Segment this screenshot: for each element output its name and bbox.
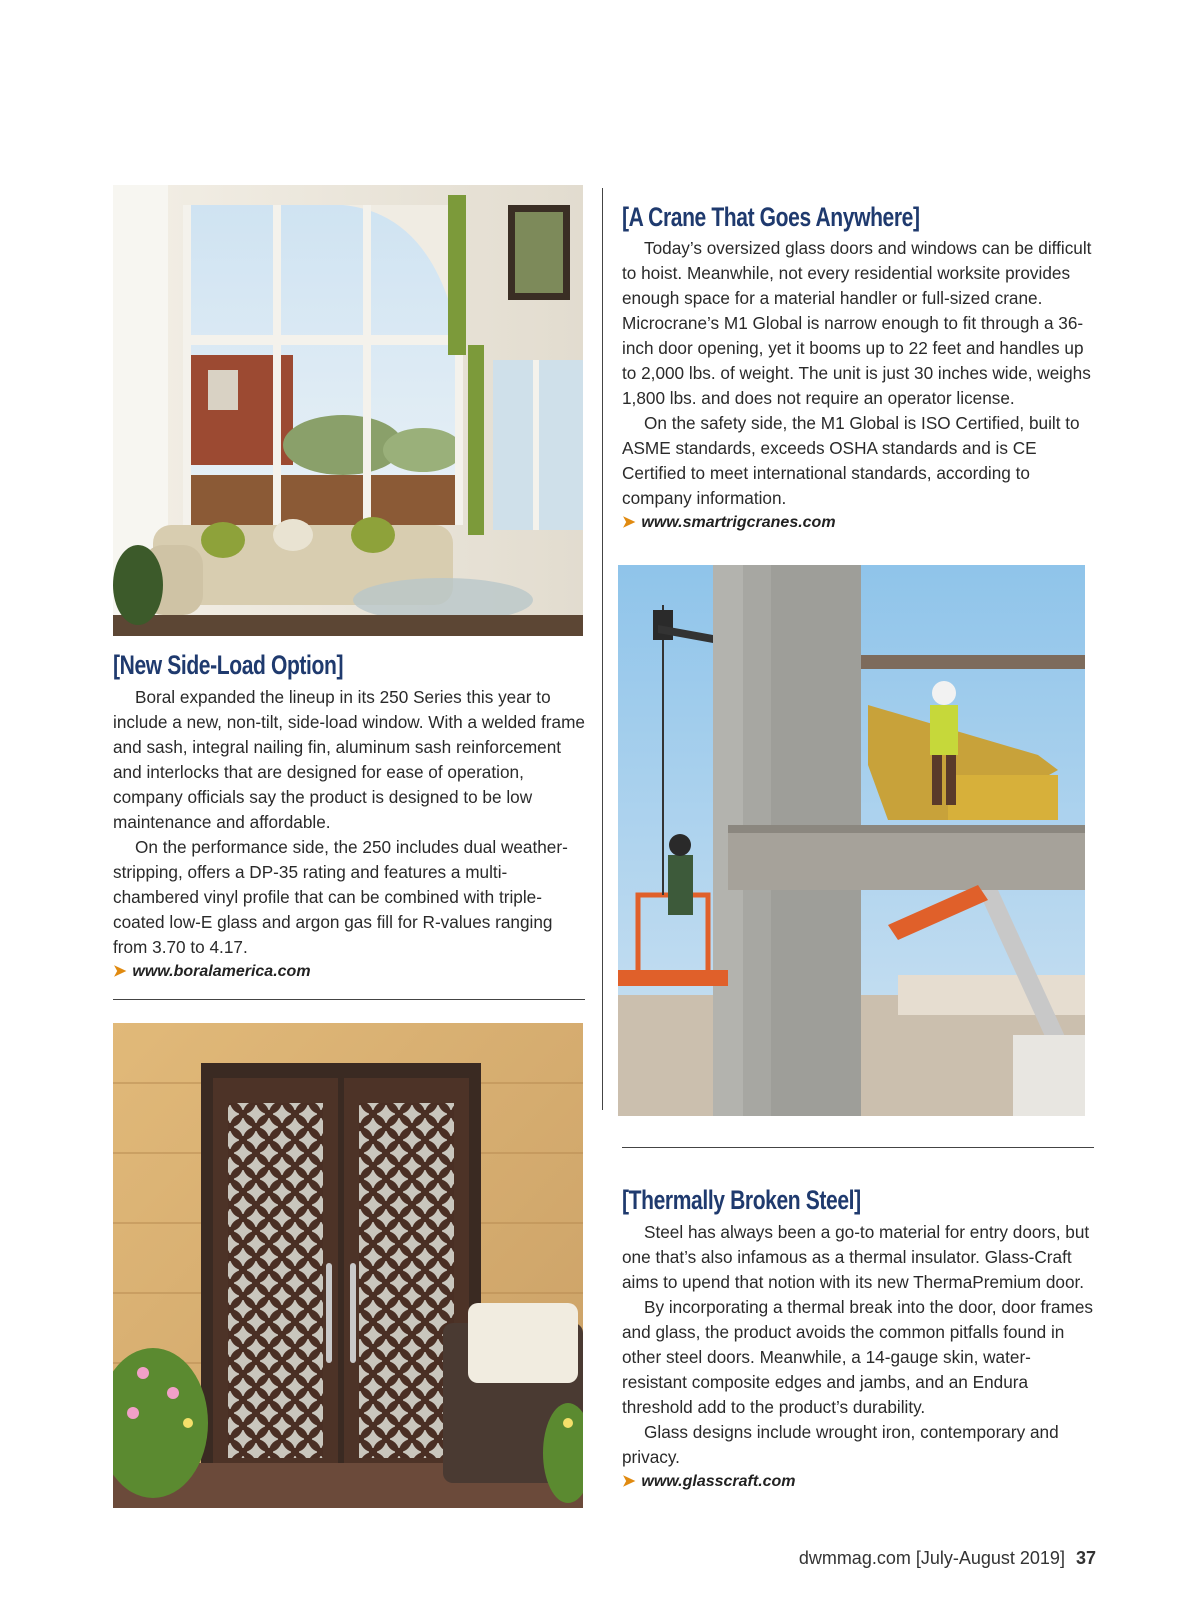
arrow-icon: ➤ <box>622 1473 636 1490</box>
left-divider <box>113 999 585 1000</box>
sideload-heading: [New Side-Load Option] <box>113 650 344 680</box>
crane-paragraph-2: On the safety side, the M1 Global is ISO Certified, built to ASME standards, exceeds OSHA standards and is CE Certified to meet international standards, according to company information. <box>622 413 1080 508</box>
crane-link-text[interactable]: www.smartrigcranes.com <box>641 514 836 531</box>
crane-article <box>622 200 1094 535</box>
crane-link[interactable] <box>622 511 1094 535</box>
page-footer <box>799 1548 1096 1569</box>
column-divider <box>602 188 603 1110</box>
steel-heading: [Thermally Broken Steel] <box>622 1185 861 1215</box>
arrow-icon: ➤ <box>113 963 127 980</box>
footer-issue: [July-August 2019] <box>915 1548 1065 1568</box>
page-number: 37 <box>1075 1548 1096 1568</box>
steel-paragraph-3: Glass designs include wrought iron, contemporary and privacy. <box>622 1422 1059 1467</box>
arrow-icon: ➤ <box>622 514 636 531</box>
crane-heading: [A Crane That Goes Anywhere] <box>622 202 920 232</box>
crane-photo <box>618 565 1085 1116</box>
sideload-paragraph-1: Boral expanded the lineup in its 250 Series this year to include a new, non-tilt, side-load window. With a welded frame and sash, integral nailing fin, aluminum sash reinforcement and interlocks that are designed for ease of operation, company officials say the product is designed to be low maintenance and affordable. <box>113 687 585 832</box>
steel-article <box>622 1183 1094 1494</box>
steel-paragraph-2: By incorporating a thermal break into the door, door frames and glass, the product avoids the common pitfalls found in other steel doors. Meanwhile, a 14-gauge skin, water-resistant composite edges and jambs, and an Endura threshold add to the product’s durability. <box>622 1297 1094 1417</box>
door-photo <box>113 1023 583 1508</box>
steel-link[interactable] <box>622 1470 1094 1494</box>
steel-link-text[interactable]: www.glasscraft.com <box>641 1473 796 1490</box>
living-room-photo <box>113 185 583 636</box>
sideload-link-text[interactable]: www.boralamerica.com <box>132 963 311 980</box>
crane-paragraph-1: Today’s oversized glass doors and windows can be difficult to hoist. Meanwhile, not every residential worksite provides enough space for a material handler or full-sized crane. Microcrane’s M1 Global is narrow enough to fit through a 36-inch door opening, yet it booms up to 22 feet and handles up to 2,000 lbs. of weight. The unit is just 30 inches wide, weighs 1,800 lbs. and does not require an operator license. <box>622 238 1092 408</box>
sideload-article <box>113 648 585 984</box>
steel-paragraph-1: Steel has always been a go-to material for entry doors, but one that’s also infamous as a thermal insulator. Glass-Craft aims to upend that notion with its new ThermaPremium door. <box>622 1222 1090 1292</box>
sideload-paragraph-2: On the performance side, the 250 includes dual weather-stripping, offers a DP-35 rating and features a multi-chambered vinyl profile that can be combined with triple-coated low-E glass and argon gas fill for R-values ranging from 3.70 to 4.17. <box>113 837 568 957</box>
sideload-link[interactable] <box>113 960 585 984</box>
right-divider <box>622 1147 1094 1148</box>
footer-site: dwmmag.com <box>798 1548 911 1568</box>
